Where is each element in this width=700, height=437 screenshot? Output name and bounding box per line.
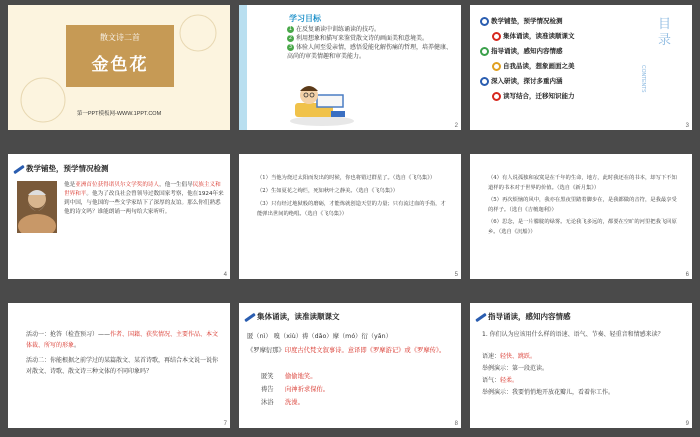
slide9-heading: 指导诵读，感知内容情感 [488,312,571,321]
goal-number-badge: 2 [288,35,293,41]
slide-number: 9 [685,421,689,427]
activity-one: 活动一：抢答（检查预习）——作者、国籍、获奖情况、主要作品、本文体裁、所写的形象。 [26,331,219,349]
quote-item: （6）思念，是一片朦胧的绿雾。无论我飞多远的，都要在空旷的河里把我飞回原乡。（选自《沉船》） [488,219,677,235]
goal-text: 利用想象和描写来鉴赏散文诗的画面美和意境美。 [296,35,429,42]
pen-icon [13,165,25,174]
goal-number-badge: 1 [288,26,293,32]
toc-title-en: CONTENTS [640,65,646,93]
pen-icon [244,313,256,322]
goal-item [287,34,452,43]
example-line: 举例演示：我要悄悄地开放花瓣儿，看着你工作。 [482,389,615,396]
toc-list [480,14,640,104]
slide-number: 7 [223,421,227,427]
slide-thumb-4[interactable] [8,154,230,279]
pronunciation-line: 匿（nì） 嗅（xiù）祷（dǎo）摩（mó）衍（yǎn） [247,333,392,340]
slide-number: 2 [454,123,458,129]
goal-item [287,43,452,61]
goal-item [287,25,452,34]
swirl-icon [480,17,489,26]
slide-number: 8 [454,421,458,427]
speed-line: 语速：轻快、跳跃。 [482,353,537,360]
quote-item: （3）只有经过地狱般的磨砺，才能炼就创造天堂的力量；只有流过血的手指，才能弹出世间的绝唱。（选自《飞鸟集》） [257,201,446,217]
quote-list [488,173,680,237]
slide2-heading: 学习目标 [289,14,321,23]
toc-item: 指导诵读，感知内容情感 [480,44,640,59]
toc-title: 目录 [658,17,672,48]
quote-item: （5）再次烦恼的风中，我亦在黑夜里踏着脚步在，是我都做的音符，是我最享受的样子。（选自《吉檀迦利》） [488,197,677,213]
slide-thumb-5[interactable] [239,154,461,279]
vocab-row: 沐浴 洗澡。 [261,399,304,406]
swirl-icon [492,32,501,41]
pen-icon [475,313,487,322]
swirl-icon [492,62,501,71]
quote-list [257,173,449,219]
slide-thumb-2[interactable] [239,5,461,130]
slide4-heading: 教学铺垫，预学情况检测 [26,164,109,173]
slide-number: 3 [685,123,689,129]
activity-two: 活动二：你能根据之前学过的某篇散文、某首诗歌，再结合本文说一说你对散文、诗歌、散文诗三种文体的不同印象吗？ [26,357,219,375]
slide-thumb-6[interactable] [470,154,692,279]
quote-item: （1）当他为烧过太阳而发出的时候，你也将错过群星了。（选自《飞鸟集》） [257,175,436,181]
reading-boy-illustration [287,81,357,126]
toc-item: 教学铺垫，预学情况检测 [480,14,640,29]
slide-number: 5 [454,272,458,278]
quote-item: （2）生如夏花之绚烂，死如秋叶之静美。（选自《飞鸟集》） [257,188,399,194]
poet-portrait [17,181,57,233]
toc-item: 深入研读，探讨多重内涵 [480,74,640,89]
tone-line: 语气：轻柔。 [482,377,519,384]
quote-item: （4）有人说孤独和寂寞是在千年的生命，地方，此时我还在的书本，却写下不知道样的书本对于世界的价值。（选自《新月集》） [488,175,677,191]
vocab-row: 祷告 向神祈求保佑。 [261,386,330,393]
slide-thumb-8[interactable] [239,303,461,428]
left-stripe [239,5,247,130]
definition: 印度古代梵文叙事诗。意译即《罗摩游记》或《罗摩传》。 [284,347,446,354]
goal-list [287,25,452,61]
question-text: 1. 你们认为应该用什么样的语速、语气、节奏、轻重音和情感来读？ [482,331,664,338]
goal-text: 在反复诵读中训练诵读的技巧。 [296,26,381,33]
poet-description: 他是亚洲首位获得诺贝尔文学奖的诗人，他一生倡导民族主义和世界和平。他为了改良社会曾领导过数国家考察，他在1924年来到中国，与他国的一些文学家结下了深厚的友谊。那么你们熟悉他的诗文吗？谁能朗诵一两句给大家听听。 [64,182,224,215]
swirl-icon [480,47,489,56]
slide-thumb-1[interactable] [8,5,230,130]
footer-text: 第一PPT模板网-WWW.1PPT.COM [76,111,162,117]
slide8-heading: 集体诵读，读准读顺课文 [257,312,340,321]
vocab-row: 匿笑 偷偷地笑。 [261,373,317,380]
slide-thumb-3[interactable] [470,5,692,130]
slide-title: 金色花 [91,55,149,75]
term: 《罗摩衍那》 [247,347,285,354]
vocab-list [261,370,451,409]
slide-number: 4 [223,272,227,278]
goal-number-badge: 3 [288,44,293,50]
toc-item: 集体诵读，读准读顺课文 [480,29,640,44]
term-row [247,346,457,356]
swirl-icon [492,92,501,101]
slide-number: 6 [685,272,689,278]
slide-thumb-7[interactable] [8,303,230,428]
slide-subtitle: 散文诗二首 [100,33,140,42]
slide-thumb-9[interactable] [470,303,692,428]
toc-item: 读写结合，迁移知识能力 [480,89,640,104]
swirl-icon [480,77,489,86]
example-line: 举例演示：第一段范读。 [482,365,549,372]
goal-text: 体验人间至爱亲情，感悟爱能化解伤痛的哲理，培养健康、高尚的审美情趣和审美能力。 [287,44,453,60]
toc-item: 自我品读，想象画面之美 [480,59,640,74]
